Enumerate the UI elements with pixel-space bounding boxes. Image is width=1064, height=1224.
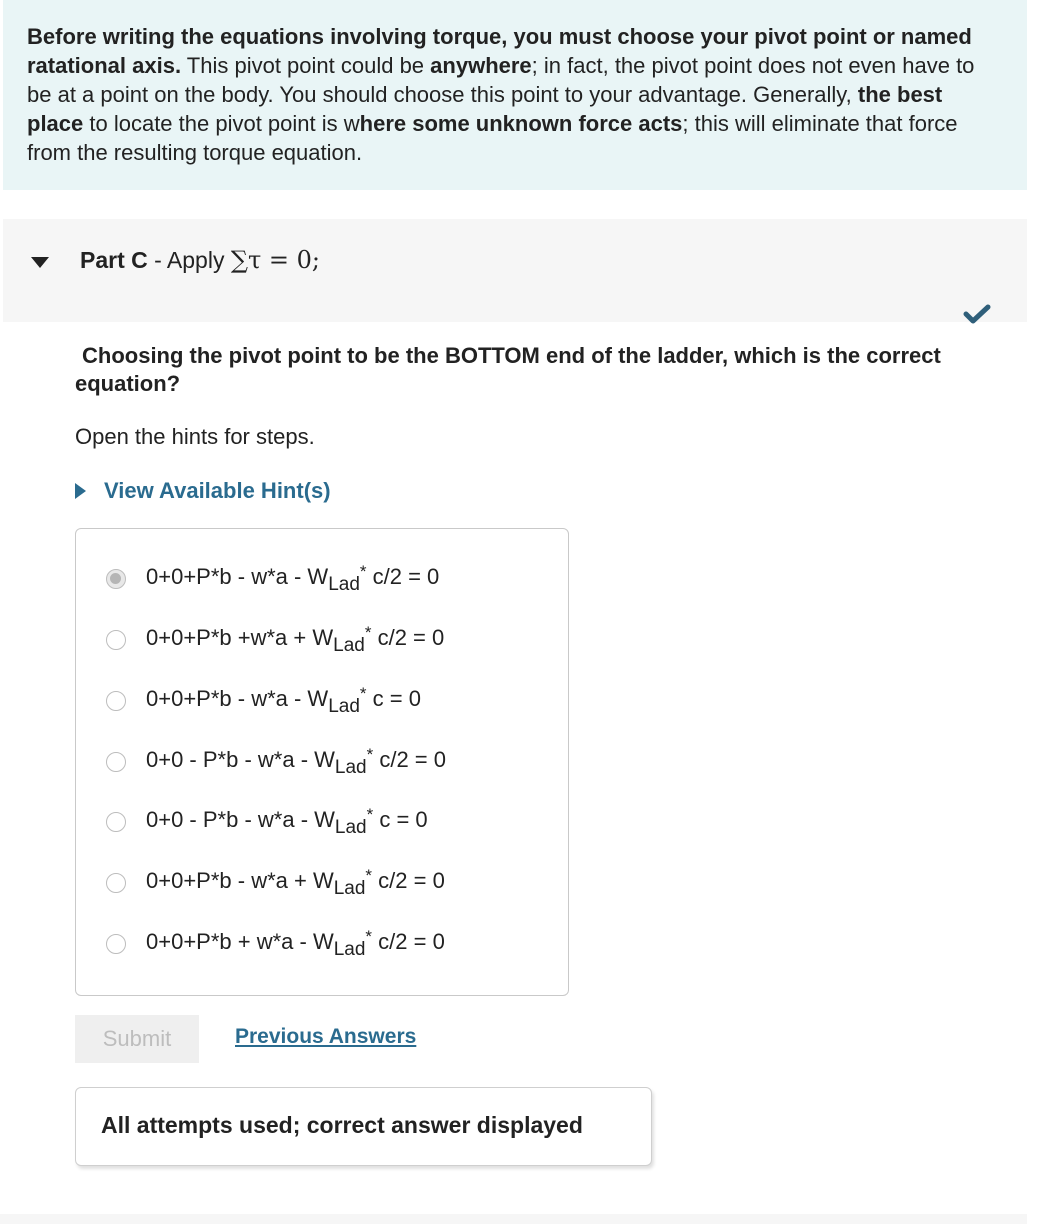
part-title (80, 245, 320, 275)
choice-equation: $0+0+P*b - w*a - W_{Lad}^*$ c/2 = 0 (146, 562, 440, 595)
submit-button[interactable]: Submit (75, 1015, 199, 1063)
hint-note: Open the hints for steps. (75, 424, 315, 449)
intro-segment: Before writing the equations involving torque, you must choose your pivot point or named ratational axis. (27, 24, 972, 78)
view-hints-toggle[interactable] (75, 477, 331, 505)
intro-segment: to locate the pivot point is w (83, 111, 360, 136)
intro-segment: ; in fact, the pivot point does not even have to be at a point on the body. You should choose this point to your advantage. Generally, (27, 53, 975, 107)
part-title-prefix: - Apply (147, 247, 231, 273)
intro-panel (3, 0, 1027, 190)
choice-equation: $0+0+P*b - w*a - W_{Lad}^*$ c = 0 (146, 684, 421, 717)
choice-option[interactable] (106, 561, 439, 597)
attempts-status-text: All attempts used; correct answer displayed (101, 1112, 583, 1138)
checkmark-icon (963, 303, 991, 325)
choice-equation: $0+0+P*b + w*a - W_{Lad}^*$ c/2 = 0 (146, 927, 445, 960)
choice-option[interactable] (106, 683, 421, 719)
radio-button[interactable] (106, 691, 126, 711)
radio-button[interactable] (106, 569, 126, 589)
choice-option[interactable] (106, 744, 446, 780)
sum-tau-formula: ∑τ = 0; (230, 246, 320, 274)
choice-equation: $0+0 - P*b - w*a - W_{Lad}^*$ c = 0 (146, 805, 428, 838)
choice-option[interactable] (106, 865, 445, 901)
view-hints-label: View Available Hint(s) (104, 478, 331, 503)
intro-segment: the best place (27, 82, 943, 136)
intro-text (27, 24, 974, 165)
radio-button[interactable] (106, 752, 126, 772)
intro-segment: anywhere (430, 53, 532, 78)
answer-choices (75, 528, 569, 996)
previous-answers-link[interactable]: Previous Answers (235, 1025, 417, 1048)
choice-option[interactable] (106, 926, 445, 962)
next-part-header-edge (0, 1214, 1027, 1224)
caret-right-icon (75, 483, 86, 499)
question-text: Choosing the pivot point to be the BOTTOM end of the ladder, which is the correct equation? (75, 343, 941, 396)
intro-segment: This pivot point could be (181, 53, 431, 78)
radio-button[interactable] (106, 812, 126, 832)
choice-equation: $0+0+P*b - w*a + W_{Lad}^*$ c/2 = 0 (146, 866, 445, 899)
choice-equation: $0+0+P*b +w*a + W_{Lad}^*$ c/2 = 0 (146, 623, 445, 656)
radio-button[interactable] (106, 934, 126, 954)
caret-down-icon[interactable] (31, 257, 49, 268)
part-c-header[interactable] (3, 219, 1027, 322)
choice-option[interactable] (106, 622, 444, 658)
choice-equation: $0+0 - P*b - w*a - W_{Lad}^*$ c/2 = 0 (146, 745, 446, 778)
radio-button[interactable] (106, 873, 126, 893)
radio-button[interactable] (106, 630, 126, 650)
attempts-status-box (75, 1087, 652, 1166)
intro-segment: ; this will eliminate that force from the resulting torque equation. (27, 111, 958, 165)
choice-option[interactable] (106, 804, 428, 840)
intro-segment: here some unknown force acts (359, 111, 683, 136)
part-label: Part C (80, 247, 148, 273)
